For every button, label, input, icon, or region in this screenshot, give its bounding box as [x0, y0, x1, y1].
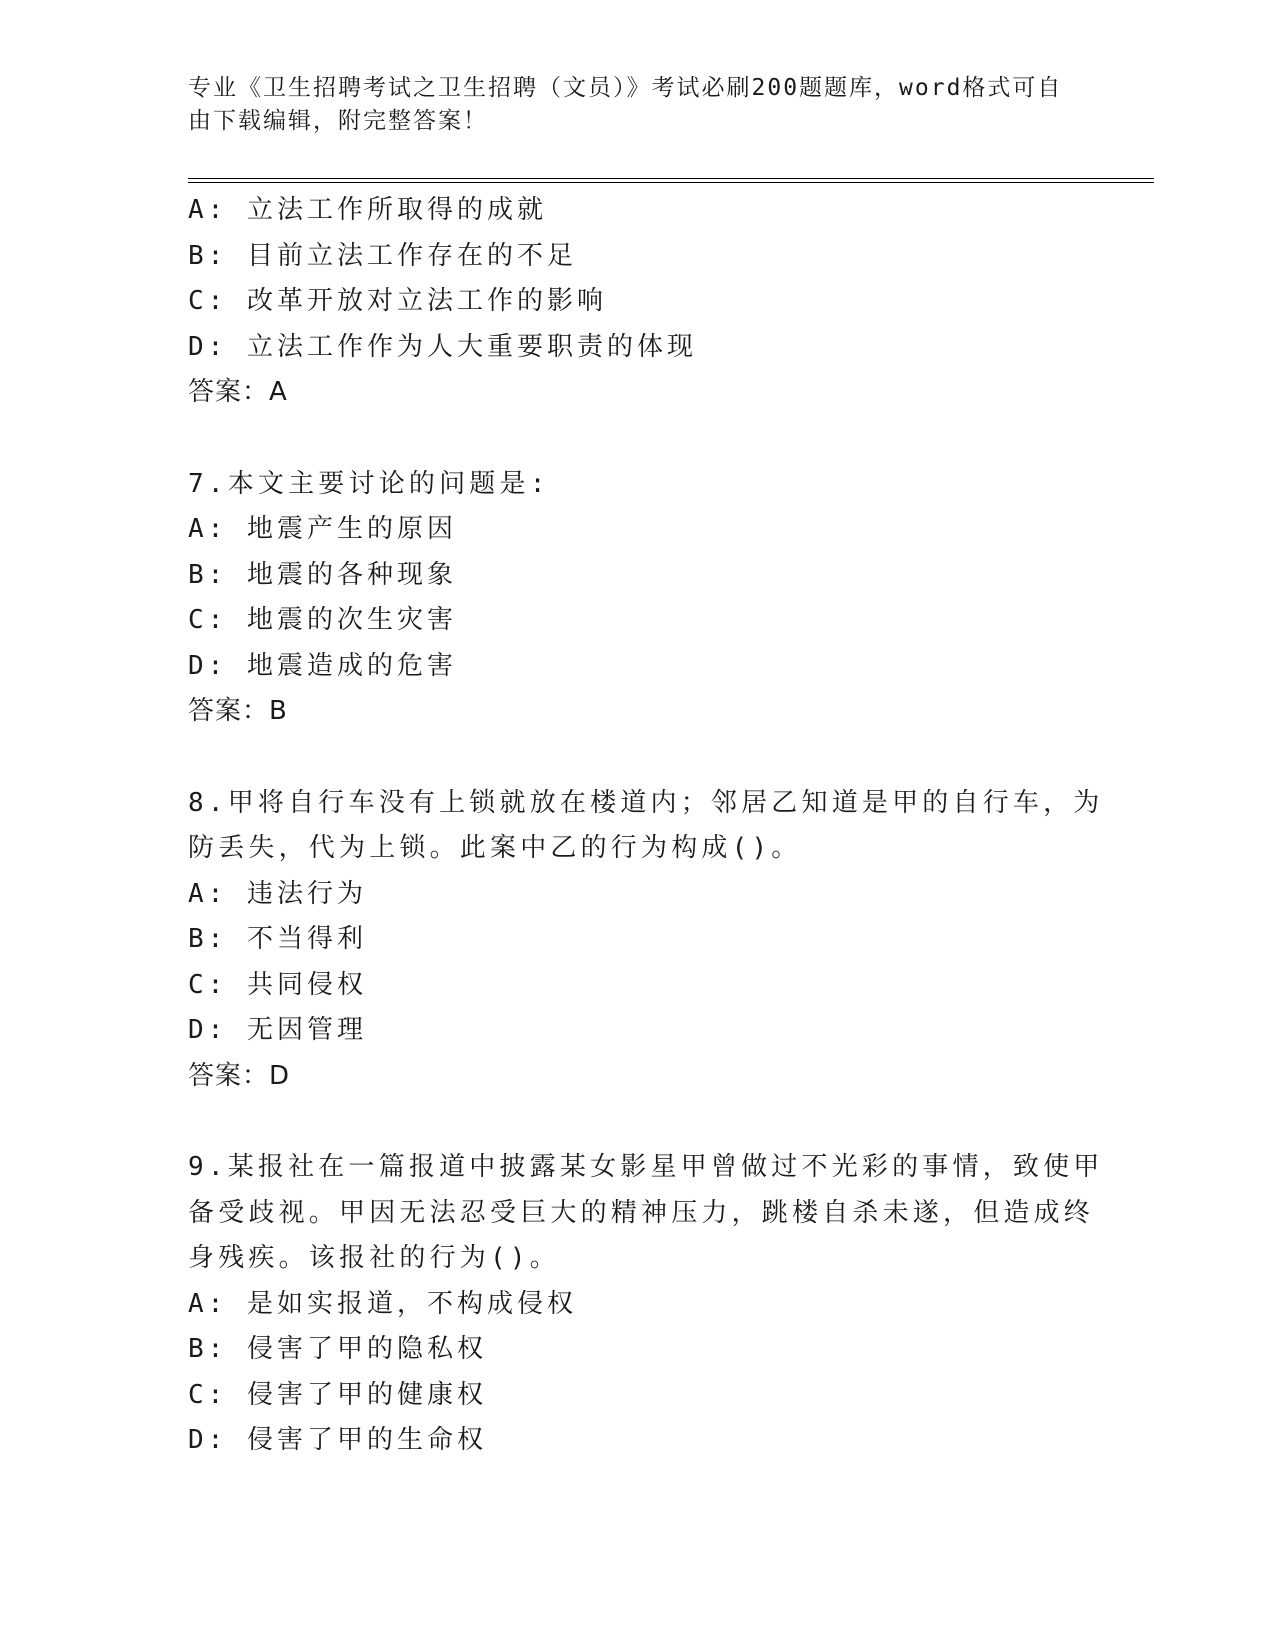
option-d: D: 地震造成的危害: [188, 650, 457, 681]
option-b: B: 不当得利: [188, 924, 367, 954]
answer-line: 答案：B: [188, 696, 288, 726]
spacer: [188, 735, 1088, 781]
option-d: D: 侵害了甲的生命权: [188, 1425, 487, 1455]
option-d: D: 无因管理: [188, 1015, 367, 1045]
stem-line-1: 9.某报社在一篇报道中披露某女影星甲曾做过不光彩的事情，致使甲: [188, 1152, 1104, 1182]
option-c: C: 共同侵权: [188, 969, 367, 1000]
question-block-6: [188, 188, 1088, 416]
option-a: A: 立法工作所取得的成就: [188, 195, 547, 225]
option-d: D: 立法工作作为人大重要职责的体现: [188, 331, 697, 362]
spacer: [188, 416, 1088, 462]
option-list: [188, 188, 1088, 370]
header-line-1: 专业《卫生招聘考试之卫生招聘（文员）》考试必刷200题题库，word格式可自: [188, 75, 1063, 101]
question-block-7: [188, 462, 1088, 735]
answer-line: 答案：A: [188, 377, 288, 407]
option-list: [188, 1282, 1088, 1464]
stem-line-2: 备受歧视。甲因无法忍受巨大的精神压力，跳楼自杀未遂，但造成终: [188, 1197, 1095, 1228]
stem-line-1: 8.甲将自行车没有上锁就放在楼道内；邻居乙知道是甲的自行车，为: [188, 787, 1104, 818]
document-header: [188, 72, 1068, 138]
stem-line-2: 防丢失，代为上锁。此案中乙的行为构成()。: [188, 833, 802, 863]
option-c: C: 侵害了甲的健康权: [188, 1379, 487, 1410]
option-a: A: 是如实报道，不构成侵权: [188, 1288, 577, 1319]
question-block-8: [188, 781, 1104, 1100]
answer-line: 答案：D: [188, 1060, 291, 1091]
header-divider-top: [188, 178, 1154, 179]
option-list: [188, 872, 1088, 1054]
option-b: B: 地震的各种现象: [188, 559, 457, 590]
option-c: C: 地震的次生灾害: [188, 605, 457, 635]
option-a: A: 地震产生的原因: [188, 514, 457, 544]
option-a: A: 违法行为: [188, 878, 367, 909]
spacer: [188, 1099, 1088, 1145]
question-list: [188, 188, 1104, 1464]
stem-line-1: 7.本文主要讨论的问题是:: [188, 468, 550, 499]
option-c: C: 改革开放对立法工作的影响: [188, 286, 607, 316]
question-stem: [188, 1145, 1104, 1282]
header-line-2: 由下载编辑，附完整答案！: [188, 108, 488, 134]
question-block-9: [188, 1145, 1104, 1464]
option-b: B: 侵害了甲的隐私权: [188, 1334, 487, 1364]
question-stem: [188, 781, 1104, 872]
header-divider-bottom: [188, 182, 1154, 183]
option-b: B: 目前立法工作存在的不足: [188, 240, 577, 271]
question-stem: [188, 462, 1088, 508]
stem-line-3: 身残疾。该报社的行为()。: [188, 1243, 560, 1273]
option-list: [188, 507, 1088, 689]
